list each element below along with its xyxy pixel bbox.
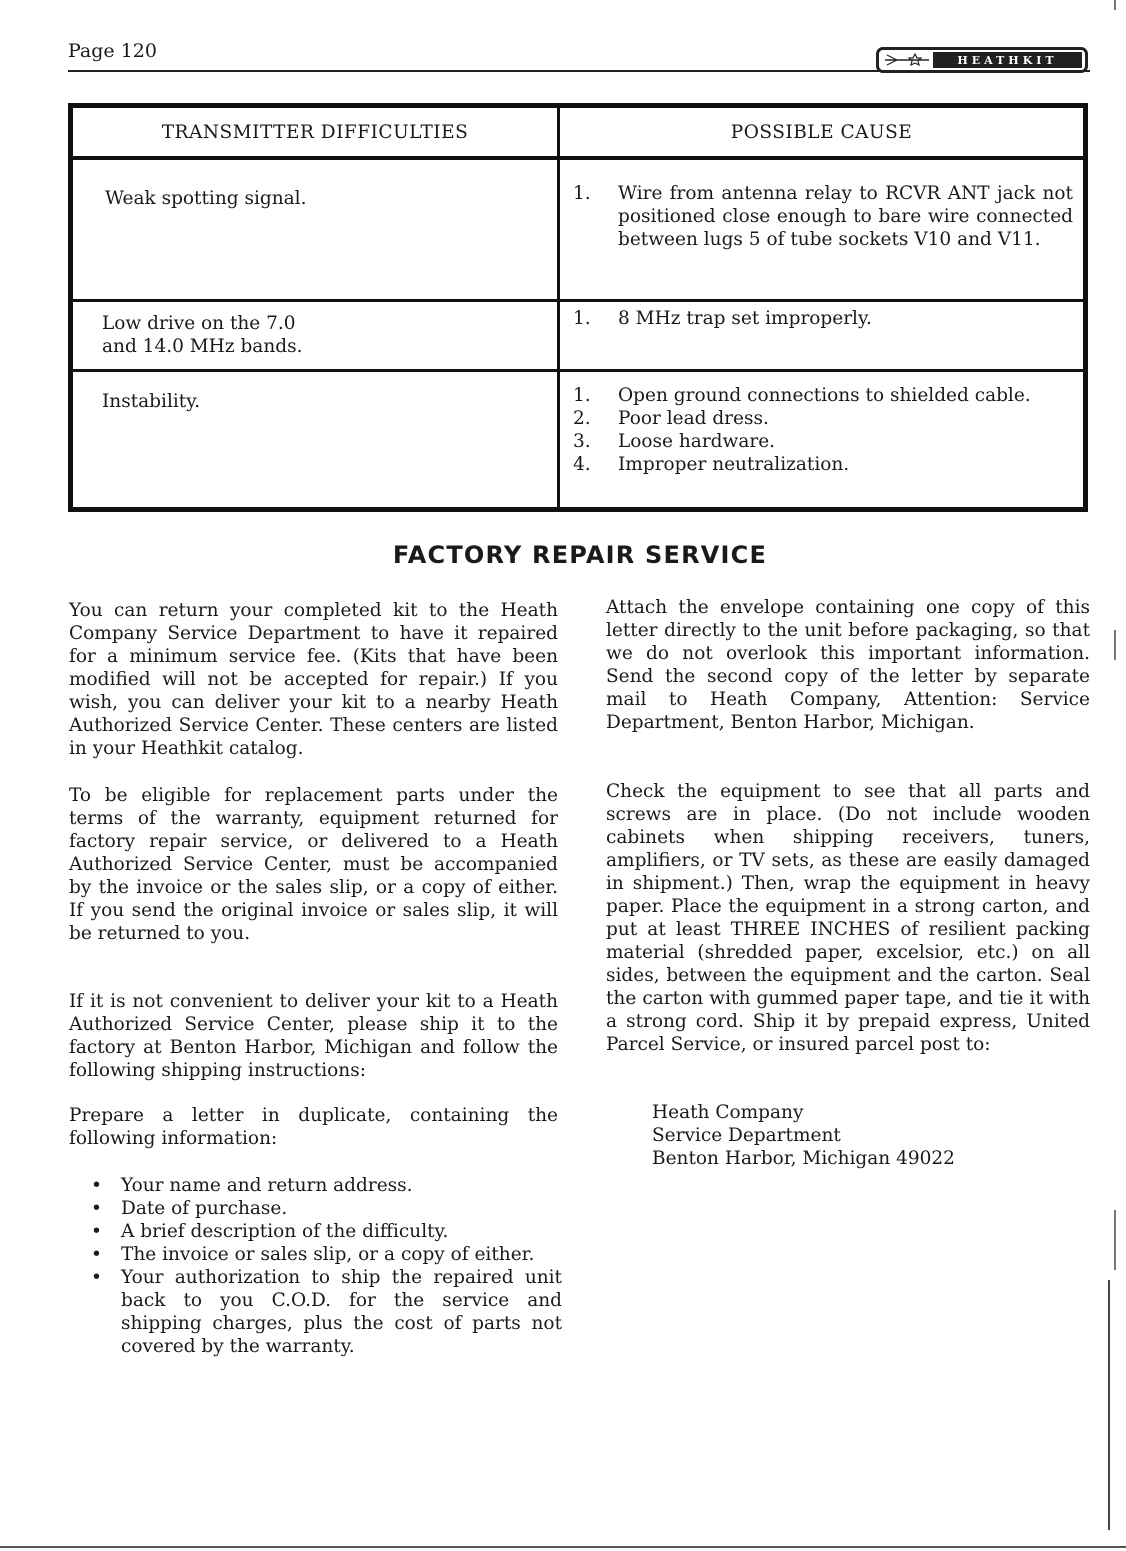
paragraph-text: You can return your completed kit to the Heath Company Service Department to have it repaired for a minimum service fee. (Kits that have been modified will not be accepted for repair.) If you wish, you can deliver your kit to a nearby Heath Authorized Service Center. These centers are listed in your Heathkit catalog. <box>69 600 558 759</box>
cause-number: 1. <box>573 308 591 329</box>
list-item-text: The invoice or sales slip, or a copy of either. <box>121 1244 535 1265</box>
table-header-cause: POSSIBLE CAUSE <box>730 122 913 143</box>
address-line: Service Department <box>652 1125 841 1146</box>
list-item-text: Your name and return address. <box>121 1175 413 1196</box>
table-row-divider <box>73 369 1083 372</box>
paragraph-text: Attach the envelope containing one copy of this letter directly to the unit before packaging, so that we do not overlook this important information. Send the second copy of the letter by separate mail to Heath Company, Attention: Service Department, Benton Harbor, Michigan. <box>606 597 1090 733</box>
list-item <box>91 1197 562 1220</box>
paragraph <box>606 780 1090 1056</box>
section-title: FACTORY REPAIR SERVICE <box>392 541 768 569</box>
paragraph-text: Prepare a letter in duplicate, containing the following information: <box>69 1105 558 1149</box>
cause-item <box>573 182 1073 251</box>
table-row-causes <box>573 307 1073 330</box>
page-number: Page 120 <box>68 40 157 62</box>
cause-number: 1. <box>573 385 591 406</box>
information-list <box>91 1174 562 1358</box>
paragraph <box>69 784 558 945</box>
logo-wordmark: HEATHKIT <box>933 52 1082 68</box>
troubleshooting-table <box>68 103 1088 512</box>
cause-text: Loose hardware. <box>618 431 776 452</box>
cause-text: 8 MHz trap set improperly. <box>618 308 872 329</box>
paragraph-text: If it is not convenient to deliver your kit to a Heath Authorized Service Center, please ship it to the factory at Benton Harbor, Michigan and follow the following shipping instructions: <box>69 991 558 1081</box>
list-item <box>91 1266 562 1358</box>
cause-number: 4. <box>573 454 591 475</box>
scan-edge-mark <box>1114 1210 1116 1270</box>
bullet-icon: • <box>91 1244 102 1265</box>
bullet-icon: • <box>91 1198 102 1219</box>
cause-text: Wire from antenna relay to RCVR ANT jack not positioned close enough to bare wire connected between lugs 5 of tube sockets V10 and V11. <box>618 183 1073 250</box>
scan-edge-mark <box>1114 630 1116 660</box>
table-row-divider <box>73 299 1083 302</box>
list-item-text: Date of purchase. <box>121 1198 288 1219</box>
table-header-difficulties: TRANSMITTER DIFFICULTIES <box>161 122 469 143</box>
scan-edge-mark <box>1114 0 1116 10</box>
address-line: Benton Harbor, Michigan 49022 <box>652 1148 955 1169</box>
paragraph-text: To be eligible for replacement parts under the terms of the warranty, equipment returned for factory repair service, or delivered to a Heath Authorized Service Center, must be accompanied by the invoice or the sales slip, or a copy of either. If you send the original invoice or sales slip, it will be returned to you. <box>69 785 558 944</box>
table-header-rule <box>73 156 1083 160</box>
table-row-causes <box>573 182 1073 251</box>
cause-text: Poor lead dress. <box>618 408 769 429</box>
paragraph <box>69 1104 558 1150</box>
table-row-problem: Weak spotting signal. <box>105 188 307 209</box>
table-row-problem: Low drive on the 7.0 and 14.0 MHz bands. <box>102 313 303 357</box>
cause-item <box>573 407 1073 430</box>
cause-number: 1. <box>573 183 591 204</box>
table-row-causes <box>573 384 1073 476</box>
bullet-icon: • <box>91 1221 102 1242</box>
table-column-divider <box>557 108 560 507</box>
cause-item <box>573 384 1073 407</box>
address-line: Heath Company <box>652 1102 804 1123</box>
list-item-text: Your authorization to ship the repaired unit back to you C.O.D. for the service and shipping charges, plus the cost of parts not covered by the warranty. <box>121 1267 562 1357</box>
bullet-icon: • <box>91 1175 102 1196</box>
cause-number: 3. <box>573 431 591 452</box>
list-item <box>91 1220 562 1243</box>
cause-item <box>573 453 1073 476</box>
cause-item <box>573 307 1073 330</box>
cause-item <box>573 430 1073 453</box>
paragraph <box>69 599 558 760</box>
scan-bottom-line <box>0 1546 1126 1548</box>
cause-text: Improper neutralization. <box>618 454 850 475</box>
paragraph-text: Check the equipment to see that all parts and screws are in place. (Do not include wooden cabinets when shipping receivers, tuners, amplifiers, or TV sets, as these are easily damaged in shipment.) Then, wrap the equipment in heavy paper. Place the equipment in a strong carton, and put at least THREE INCHES of resilient packing material (shredded paper, excelsior, etc.) on all sides, between the equipment and the carton. Seal the carton with gummed paper tape, and tie it with a strong cord. Ship it by prepaid express, United Parcel Service, or insured parcel post to: <box>606 781 1090 1055</box>
cause-text: Open ground connections to shielded cable. <box>618 385 1031 406</box>
heathkit-star-icon <box>885 53 929 67</box>
list-item <box>91 1243 562 1266</box>
scan-edge-line <box>1108 1280 1110 1530</box>
cause-number: 2. <box>573 408 591 429</box>
bullet-icon: • <box>91 1267 102 1288</box>
table-row-problem: Instability. <box>102 391 201 412</box>
paragraph <box>69 990 558 1082</box>
mailing-address <box>652 1101 955 1170</box>
paragraph <box>606 596 1090 734</box>
header-rule <box>68 70 1090 72</box>
list-item <box>91 1174 562 1197</box>
list-item-text: A brief description of the difficulty. <box>121 1221 449 1242</box>
